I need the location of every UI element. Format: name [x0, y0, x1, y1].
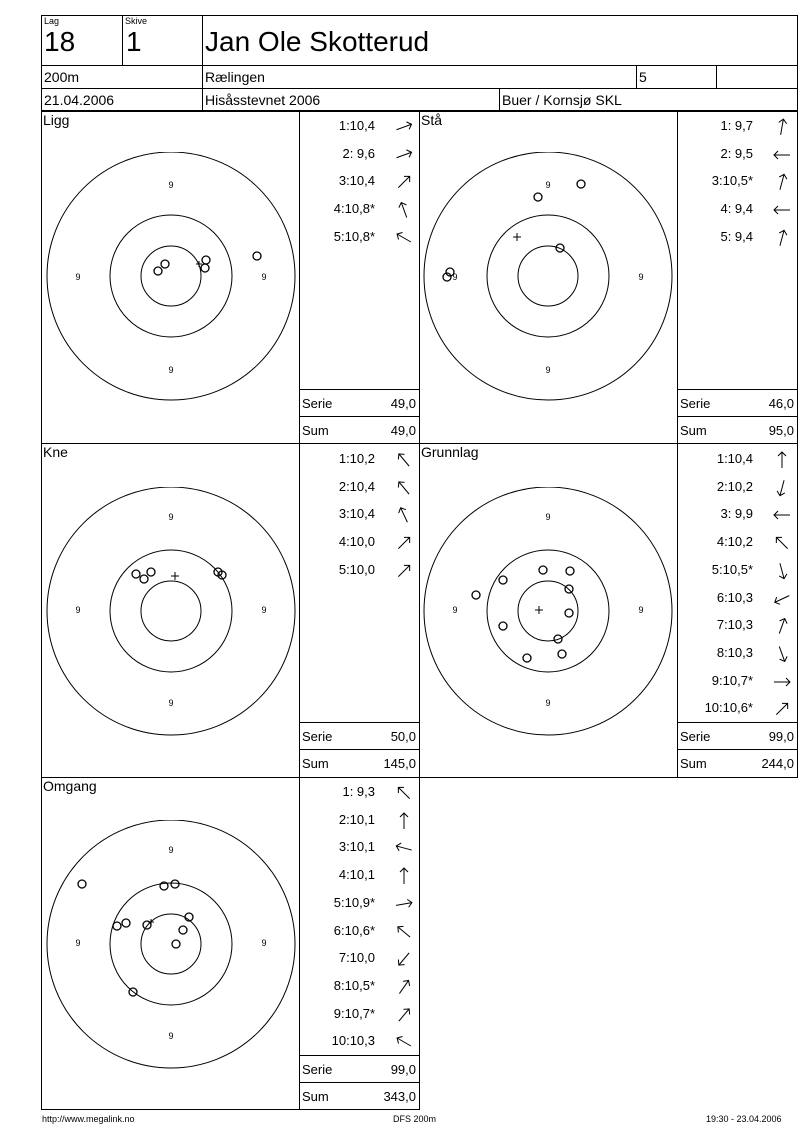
shot-row	[300, 812, 419, 838]
direction-arrow-icon	[393, 560, 415, 582]
shot-score: 2: 9,5	[720, 145, 753, 161]
shot-hole	[132, 570, 140, 578]
center-mark	[171, 572, 179, 580]
skive-value: 1	[126, 26, 142, 57]
shot-row	[300, 1006, 419, 1032]
sum-label: Sum	[302, 1089, 329, 1104]
serie-label: Serie	[302, 729, 333, 744]
direction-arrow-icon	[393, 532, 415, 554]
shot-score: 10:10,6*	[704, 700, 753, 716]
serie-value: 50,0	[390, 729, 416, 744]
sum-label: Sum	[680, 756, 707, 771]
shot-hole	[523, 654, 531, 662]
shot-score: 2: 9,6	[342, 145, 375, 161]
shot-row	[300, 118, 419, 144]
shot-score: 5: 9,4	[720, 228, 753, 244]
direction-arrow-icon	[393, 893, 415, 915]
shot-score: 5:10,9*	[333, 894, 375, 910]
shot-hole	[202, 256, 210, 264]
shot-score: 1: 9,3	[342, 784, 375, 799]
shooter-name: Jan Ole Skotterud	[205, 26, 430, 57]
header-divider	[122, 15, 123, 65]
shot-hole	[78, 880, 86, 888]
target-omgang	[46, 820, 296, 1070]
shot-row	[300, 923, 419, 949]
footer-timestamp: 19:30 - 23.04.2006	[706, 1114, 782, 1124]
ring-label: 9	[168, 512, 174, 522]
serie-label: Serie	[302, 396, 333, 411]
direction-arrow-icon	[771, 532, 793, 554]
sum-value: 244,0	[761, 756, 794, 771]
shot-score: 7:10,3	[716, 617, 753, 633]
shot-row	[300, 229, 419, 255]
shot-row	[300, 451, 419, 477]
panel-title: Omgang	[43, 778, 97, 794]
shot-score: 4:10,0	[338, 534, 375, 550]
serie-value: 46,0	[768, 396, 794, 411]
lag-label: Lag	[44, 16, 60, 26]
shot-row	[300, 479, 419, 505]
lag-value: 18	[44, 26, 76, 57]
shot-row	[300, 895, 419, 921]
shot-hole	[499, 622, 507, 630]
ring-label: 9	[75, 605, 81, 615]
shot-row	[300, 562, 419, 588]
shot-score: 1:10,4	[338, 118, 375, 133]
direction-arrow-icon	[393, 144, 415, 166]
shot-row	[300, 839, 419, 865]
direction-arrow-icon	[393, 1004, 415, 1026]
ring-label: 9	[452, 272, 458, 282]
direction-arrow-icon	[393, 171, 415, 193]
shot-row	[678, 673, 797, 699]
direction-arrow-icon	[393, 116, 415, 138]
shot-hole	[171, 880, 179, 888]
header-divider	[716, 65, 717, 88]
ring-label: 9	[261, 272, 267, 282]
panel-divider	[299, 1082, 420, 1083]
direction-arrow-icon	[393, 810, 415, 832]
ring-label: 9	[545, 365, 551, 375]
direction-arrow-icon	[771, 615, 793, 637]
direction-arrow-icon	[771, 171, 793, 193]
panel-divider	[299, 416, 420, 417]
shot-row	[300, 867, 419, 893]
shot-row	[300, 146, 419, 172]
venue: Buer / Kornsjø SKL	[502, 92, 622, 108]
shot-score: 9:10,7*	[333, 1005, 375, 1021]
ring-label: 9	[261, 938, 267, 948]
panel-title: Grunnlag	[421, 444, 479, 460]
shot-hole	[201, 264, 209, 272]
direction-arrow-icon	[771, 227, 793, 249]
shot-hole	[499, 576, 507, 584]
panel-divider	[677, 749, 798, 750]
direction-arrow-icon	[771, 671, 793, 693]
direction-arrow-icon	[393, 449, 415, 471]
shot-hole	[113, 922, 121, 930]
shot-row	[678, 617, 797, 643]
shot-hole	[472, 591, 480, 599]
shot-score: 5:10,8*	[333, 228, 375, 244]
shot-row	[678, 201, 797, 227]
ring-label: 9	[545, 512, 551, 522]
sum-value: 49,0	[390, 423, 416, 438]
shot-score: 10:10,3	[331, 1033, 375, 1049]
ring-label: 9	[545, 698, 551, 708]
shot-hole	[172, 940, 180, 948]
ring-label: 9	[168, 1031, 174, 1041]
direction-arrow-icon	[393, 976, 415, 998]
direction-arrow-icon	[393, 921, 415, 943]
shot-row	[678, 534, 797, 560]
shot-hole	[161, 260, 169, 268]
shot-hole	[558, 650, 566, 658]
shot-row	[678, 479, 797, 505]
direction-arrow-icon	[771, 116, 793, 138]
header-divider	[41, 65, 798, 66]
shot-score: 9:10,7*	[711, 672, 753, 688]
shot-score: 5:10,0	[338, 561, 375, 577]
serie-label: Serie	[302, 1062, 333, 1077]
shot-score: 8:10,3	[716, 644, 753, 660]
direction-arrow-icon	[771, 144, 793, 166]
shot-score: 4:10,1	[338, 867, 375, 883]
direction-arrow-icon	[771, 560, 793, 582]
shot-row	[678, 229, 797, 255]
ring-label: 9	[261, 605, 267, 615]
ring-label: 9	[168, 365, 174, 375]
shot-score: 4:10,2	[716, 534, 753, 550]
shot-row	[678, 118, 797, 144]
shot-score: 1:10,2	[338, 451, 375, 466]
shot-hole	[253, 252, 261, 260]
ring-label: 9	[75, 272, 81, 282]
sum-value: 343,0	[383, 1089, 416, 1104]
sum-value: 145,0	[383, 756, 416, 771]
target-kne	[46, 487, 296, 737]
ring-label: 9	[168, 180, 174, 190]
shot-row	[678, 562, 797, 588]
footer-program: DFS 200m	[393, 1114, 437, 1124]
shot-score: 8:10,5*	[333, 977, 375, 993]
shot-row	[678, 590, 797, 616]
direction-arrow-icon	[393, 948, 415, 970]
panel-title: Stå	[421, 112, 443, 128]
shot-hole	[577, 180, 585, 188]
header-divider	[41, 88, 798, 89]
direction-arrow-icon	[393, 865, 415, 887]
ring-label: 9	[75, 938, 81, 948]
shot-row	[678, 645, 797, 671]
direction-arrow-icon	[393, 227, 415, 249]
shot-score: 4: 9,4	[720, 201, 753, 217]
direction-arrow-icon	[771, 477, 793, 499]
shot-score: 6:10,3	[716, 589, 753, 605]
direction-arrow-icon	[393, 199, 415, 221]
direction-arrow-icon	[393, 477, 415, 499]
shot-hole	[147, 568, 155, 576]
serie-value: 99,0	[768, 729, 794, 744]
shot-hole	[539, 566, 547, 574]
date: 21.04.2006	[44, 92, 115, 108]
ring-label: 9	[638, 605, 644, 615]
shot-hole	[565, 609, 573, 617]
header-divider	[202, 15, 203, 111]
serie-label: Serie	[680, 396, 711, 411]
shot-hole	[140, 575, 148, 583]
ring-label: 9	[168, 845, 174, 855]
shot-score: 3:10,4	[338, 506, 375, 522]
shot-row	[678, 700, 797, 726]
shot-list-ligg	[300, 118, 419, 388]
ring-label: 9	[638, 272, 644, 282]
shot-score: 2:10,2	[716, 478, 753, 494]
shot-row	[678, 146, 797, 172]
shot-score: 2:10,1	[338, 811, 375, 827]
shot-list-omgang	[300, 784, 419, 1054]
shot-hole	[179, 926, 187, 934]
event: Hisåsstevnet 2006	[205, 92, 321, 108]
serie-value: 99,0	[390, 1062, 416, 1077]
shot-list-sta	[678, 118, 797, 388]
shot-score: 6:10,6*	[333, 922, 375, 938]
shot-score: 1:10,4	[716, 451, 753, 466]
direction-arrow-icon	[393, 837, 415, 859]
panel-divider	[299, 749, 420, 750]
shot-hole	[566, 567, 574, 575]
panel-divider	[677, 389, 798, 390]
shot-score: 3:10,1	[338, 839, 375, 855]
shot-row	[300, 950, 419, 976]
shot-row	[300, 173, 419, 199]
shot-list-grunnlag	[678, 451, 797, 721]
panel-title: Ligg	[43, 112, 70, 128]
shot-hole	[154, 267, 162, 275]
center-mark	[535, 606, 543, 614]
target-sta	[423, 152, 673, 402]
shot-row	[300, 201, 419, 227]
shot-hole	[122, 919, 130, 927]
shot-row	[678, 173, 797, 199]
shot-row	[300, 784, 419, 810]
direction-arrow-icon	[771, 643, 793, 665]
shot-score: 5:10,5*	[711, 561, 753, 577]
shot-score: 3:10,5*	[711, 173, 753, 189]
direction-arrow-icon	[393, 782, 415, 804]
sum-label: Sum	[680, 423, 707, 438]
shot-row	[300, 1033, 419, 1059]
shot-list-kne	[300, 451, 419, 721]
serie-value: 49,0	[390, 396, 416, 411]
target-grunnlag	[423, 487, 673, 737]
shot-row	[678, 506, 797, 532]
club: Rælingen	[205, 69, 265, 85]
shot-row	[678, 451, 797, 477]
panel-divider	[677, 416, 798, 417]
panel-divider	[299, 389, 420, 390]
header-divider	[636, 65, 637, 88]
sum-value: 95,0	[768, 423, 794, 438]
direction-arrow-icon	[771, 588, 793, 610]
ring-label: 9	[168, 698, 174, 708]
panel-divider	[299, 722, 420, 723]
distance: 200m	[44, 69, 80, 85]
sum-label: Sum	[302, 756, 329, 771]
direction-arrow-icon	[771, 698, 793, 720]
skive-label: Skive	[125, 16, 148, 26]
direction-arrow-icon	[771, 449, 793, 471]
header-divider	[499, 88, 500, 111]
shot-score: 7:10,0	[338, 950, 375, 966]
direction-arrow-icon	[393, 1031, 415, 1053]
shot-score: 1: 9,7	[720, 118, 753, 133]
footer-url: http://www.megalink.no	[42, 1114, 135, 1124]
ring-label: 9	[545, 180, 551, 190]
shot-hole	[534, 193, 542, 201]
direction-arrow-icon	[771, 199, 793, 221]
panel-title: Kne	[43, 444, 68, 460]
sum-label: Sum	[302, 423, 329, 438]
shot-row	[300, 978, 419, 1004]
shot-score: 4:10,8*	[333, 201, 375, 217]
shot-row	[300, 506, 419, 532]
target-ligg	[46, 152, 296, 402]
shot-score: 2:10,4	[338, 478, 375, 494]
class: 5	[639, 69, 647, 85]
direction-arrow-icon	[771, 504, 793, 526]
serie-label: Serie	[680, 729, 711, 744]
ring-label: 9	[452, 605, 458, 615]
shot-score: 3:10,4	[338, 173, 375, 189]
shot-row	[300, 534, 419, 560]
direction-arrow-icon	[393, 504, 415, 526]
center-mark	[513, 233, 521, 241]
shot-score: 3: 9,9	[720, 506, 753, 522]
